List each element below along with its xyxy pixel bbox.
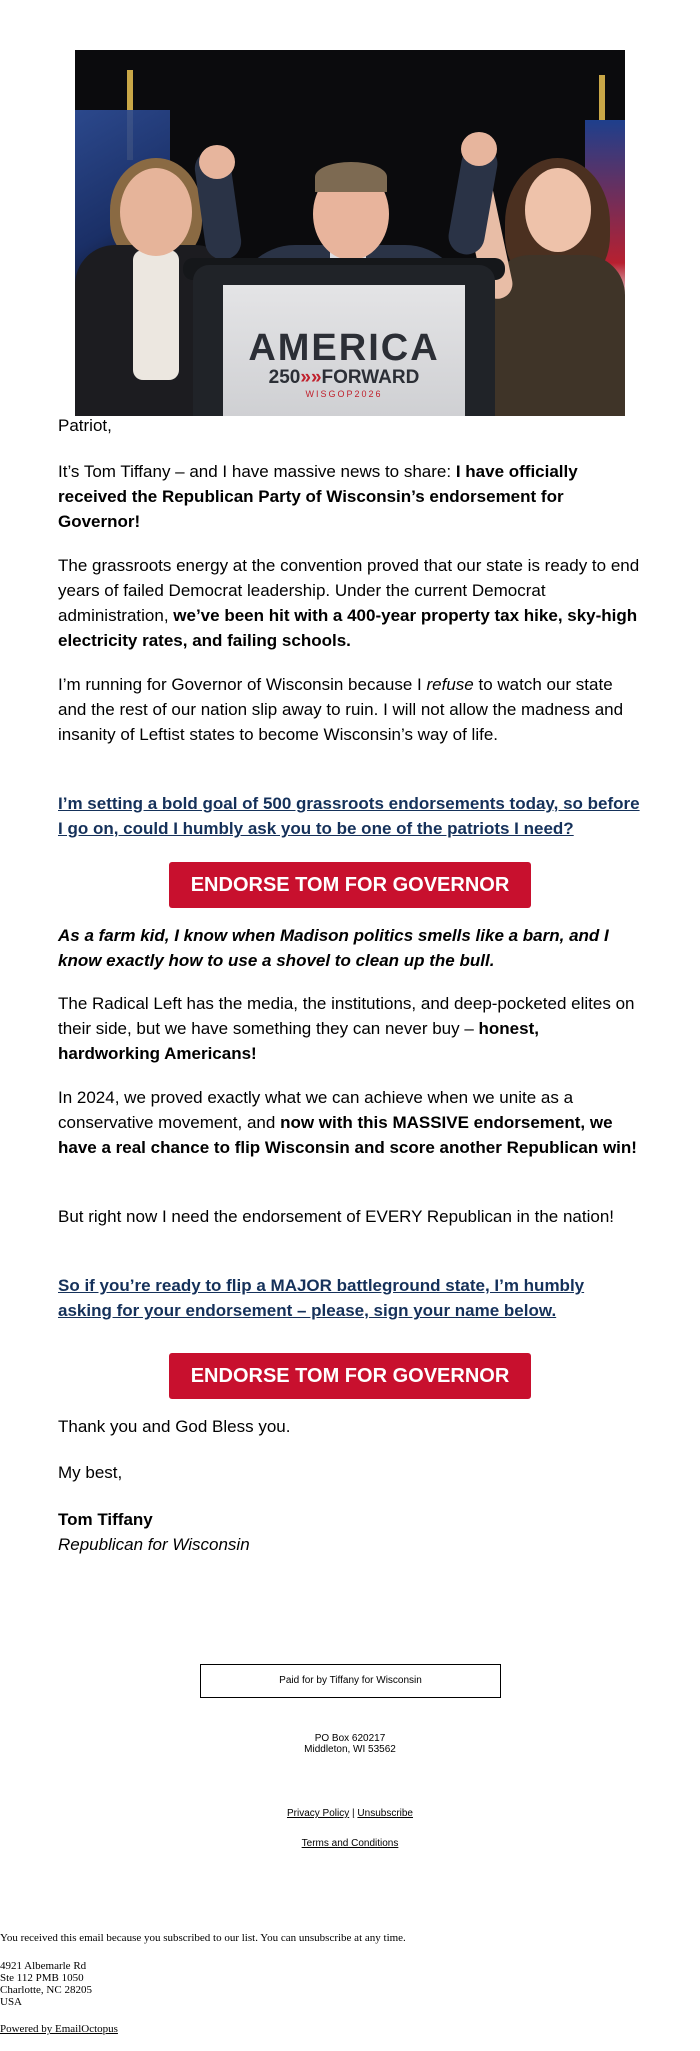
text-bold: now with this MASSIVE endorsement, we have a real chance to flip Wisconsin and score another Republican win! [58, 1113, 637, 1157]
text: The grassroots energy at the convention proved that our state is ready to end years of failed Democrat leadership. Under the current Democrat administration, [58, 556, 640, 625]
terms-link[interactable]: Terms and Conditions [301, 1838, 399, 1849]
text-bold: honest, hardworking Americans! [58, 1019, 539, 1063]
subscription-notice: You received this email because you subscribed to our list. You can unsubscribe at any time. [0, 1932, 406, 1944]
thank-you: Thank you and God Bless you. [58, 1417, 291, 1436]
text: I’m running for Governor of Wisconsin because I [58, 675, 427, 694]
joined-hands-left [199, 145, 235, 179]
legal-links [0, 1808, 700, 1819]
paragraph-radical-left [58, 991, 642, 1066]
text: In 2024, we proved exactly what we can achieve when we unite as a conservative movement, and [58, 1088, 574, 1132]
paragraph-running [58, 672, 642, 747]
footer-address-line4: USA [0, 1996, 23, 2008]
terms-row [0, 1838, 700, 1849]
woman-right-face [525, 168, 591, 252]
podium-sign [223, 285, 465, 416]
paid-for-disclaimer: Paid for by Tiffany for Wisconsin [200, 1664, 501, 1698]
podium-sign-tag: WISGOP2026 [305, 389, 383, 399]
signature-name: Tom Tiffany [58, 1510, 153, 1529]
link-separator: | [352, 1808, 355, 1819]
paragraph-every-republican: But right now I need the endorsement of EVERY Republican in the nation! [58, 1207, 615, 1226]
sign-name-link[interactable]: So if you’re ready to flip a MAJOR battleground state, I’m humbly asking for your endorsement – please, sign your name below. [58, 1276, 585, 1320]
podium-sign-arrows: »» [300, 367, 322, 388]
closing: My best, [58, 1463, 123, 1482]
endorse-button[interactable]: ENDORSE TOM FOR GOVERNOR [169, 862, 531, 908]
paragraph-announcement [58, 459, 642, 534]
unsubscribe-link[interactable]: Unsubscribe [357, 1808, 413, 1819]
candidate-hair [315, 162, 387, 192]
signature-title: Republican for Wisconsin [58, 1535, 250, 1554]
podium-sign-subtitle [223, 367, 465, 389]
text-italic: refuse [426, 675, 474, 694]
text-bold: I have officially received the Republican Party of Wisconsin’s endorsement for Governor! [58, 462, 578, 531]
endorse-button[interactable]: ENDORSE TOM FOR GOVERNOR [169, 1353, 531, 1399]
footer-address-line2: Ste 112 PMB 1050 [0, 1972, 84, 1984]
text-bold: we’ve been hit with a 400-year property tax hike, sky-high electricity rates, and failing schools. [58, 606, 638, 650]
text: to watch our state and the rest of our nation slip away to ruin. I will not allow the madness and insanity of Leftist states to become Wisconsin’s way of life. [58, 675, 624, 744]
podium-sign-title: AMERICA [248, 327, 440, 369]
footer-address-line3: Charlotte, NC 28205 [0, 1984, 92, 1996]
woman-left-blouse [133, 250, 179, 380]
po-box-line2: Middleton, WI 53562 [304, 1744, 396, 1755]
paragraph-link-goal [58, 791, 642, 841]
paragraph-link-sign [58, 1273, 642, 1323]
greeting: Patriot, [58, 416, 112, 435]
paragraph-farm-kid: As a farm kid, I know when Madison politics smells like a barn, and I know exactly how to use a shovel to clean up the bull. [58, 926, 609, 970]
woman-left-face [120, 168, 192, 256]
privacy-policy-link[interactable]: Privacy Policy [286, 1808, 350, 1819]
powered-by-link[interactable]: Powered by EmailOctopus [0, 2023, 118, 2035]
text: It’s Tom Tiffany – and I have massive news to share: [58, 462, 456, 481]
paragraph-grassroots [58, 553, 642, 653]
po-box-line1: PO Box 620217 [314, 1733, 386, 1744]
paragraph-2024 [58, 1085, 642, 1160]
endorsement-goal-link[interactable]: I’m setting a bold goal of 500 grassroots endorsements today, so before I go on, could I humbly ask you to be one of the patriots I need? [58, 794, 640, 838]
footer-address-line1: 4921 Albemarle Rd [0, 1960, 87, 1972]
podium-sign-number: 250 [268, 367, 301, 388]
joined-hands-right [461, 132, 497, 166]
podium-sign-forward: FORWARD [321, 367, 420, 388]
text: The Radical Left has the media, the institutions, and deep-pocketed elites on their side, but we have something they can never buy – [58, 994, 635, 1038]
hero-photo [75, 50, 625, 416]
